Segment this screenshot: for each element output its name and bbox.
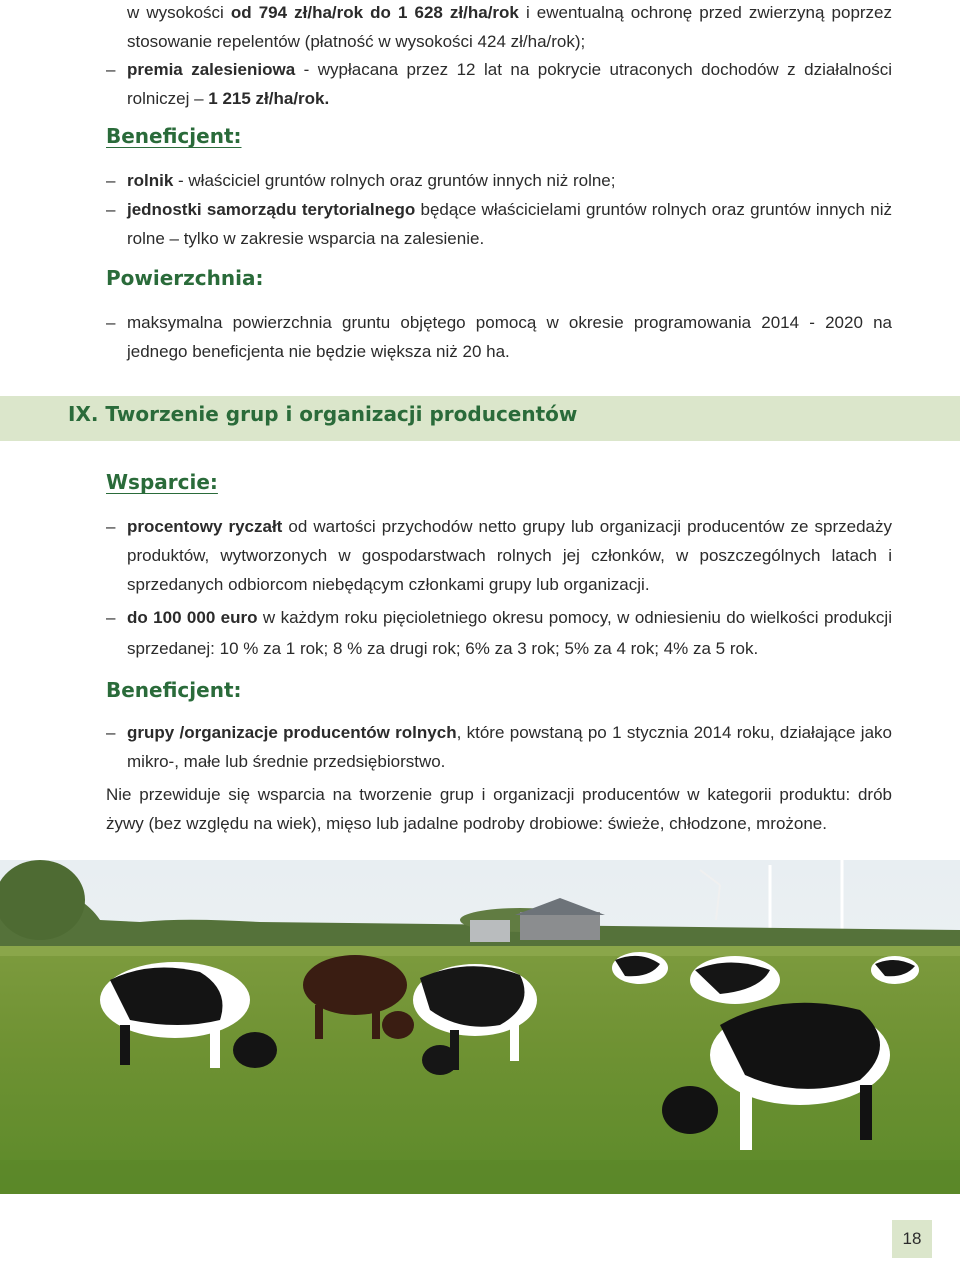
list-item xyxy=(106,195,892,253)
photo-illustration xyxy=(0,860,960,1194)
list-dash: – xyxy=(106,608,116,627)
list-item-text xyxy=(127,166,892,195)
list-item-desc: od wartości przychodów netto grupy lub organizacji producentów ze sprzedaży produktów, wytworzonych w gospodarstwach rolnych jej członków, w poszczególnych latach i sprzedanych odbiorcom niebędącym członkami grupy lub organizacji. xyxy=(127,517,892,594)
intro-bold: od 794 zł/ha/rok do 1 628 zł/ha/rok xyxy=(230,3,519,22)
list-item-desc: - właściciel gruntów rolnych oraz gruntów innych niż rolne; xyxy=(173,171,616,190)
list-item xyxy=(106,602,892,664)
list-item-desc: będące właścicielami gruntów rolnych oraz gruntów innych niż rolne – tylko w zakresie wsparcia na zalesienie. xyxy=(127,200,892,248)
list-item-bold: procentowy ryczałt xyxy=(127,517,283,536)
list-dash: – xyxy=(106,60,116,79)
list-dash: – xyxy=(106,313,116,332)
page-number-box xyxy=(892,1220,932,1258)
wsparcie-heading: Wsparcie: xyxy=(106,470,218,494)
beneficjent-heading-1: Beneficjent: xyxy=(106,124,242,148)
list-item-text xyxy=(127,512,892,599)
list-item-text xyxy=(127,195,892,253)
intro-pre: w wysokości xyxy=(127,3,231,22)
list-item xyxy=(106,718,892,776)
list-item xyxy=(106,308,892,366)
list-item xyxy=(106,512,892,599)
list-dash: – xyxy=(106,171,116,190)
premia-item xyxy=(106,55,892,113)
premia-amount: 1 215 zł/ha/rok. xyxy=(208,89,330,108)
intro-continuation xyxy=(106,0,892,56)
list-item xyxy=(106,166,892,195)
list-item-text xyxy=(127,718,892,776)
list-item-text xyxy=(127,602,892,664)
list-dash: – xyxy=(106,517,116,536)
intro-post: i ewentualną ochronę przed zwierzyną poprzez stosowanie repelentów (płatność w wysokości 424 zł/ha/rok); xyxy=(127,3,893,51)
beneficjent-heading-2: Beneficjent: xyxy=(106,678,242,702)
intro-text xyxy=(127,0,892,56)
premia-desc: - wypłacana przez 12 lat na pokrycie utraconych dochodów z działalności rolniczej – xyxy=(127,60,892,108)
section-title: IX. Tworzenie grup i organizacji producentów xyxy=(68,402,578,426)
powierzchnia-heading: Powierzchnia: xyxy=(106,266,264,290)
list-dash: – xyxy=(106,723,116,742)
list-item-bold: grupy /organizacje producentów rolnych xyxy=(127,723,457,742)
list-item-text: maksymalna powierzchnia gruntu objętego pomocą w okresie programowania 2014 - 2020 na jednego beneficjenta nie będzie większa niż 20 ha. xyxy=(127,313,892,361)
exclusion-note: Nie przewiduje się wsparcia na tworzenie grup i organizacji producentów w kategorii produktu: drób żywy (bez względu na wiek), mięso lub jadalne podroby drobiowe: świeże, chłodzone, mrożone. xyxy=(106,785,892,833)
page-number: 18 xyxy=(902,1229,922,1248)
cows-grazing-photo xyxy=(0,860,960,1194)
list-item-bold: jednostki samorządu terytorialnego xyxy=(127,200,416,219)
list-dash: – xyxy=(106,200,116,219)
list-item-desc: w każdym roku pięcioletniego okresu pomocy, w odniesieniu do wielkości produkcji sprzedanej: 10 % za 1 rok; 8 % za drugi rok; 6% za 3 rok; 5% za 4 rok; 4% za 5 rok. xyxy=(127,608,892,658)
list-item-bold: do 100 000 euro xyxy=(127,608,258,627)
premia-text xyxy=(127,55,892,113)
list-item-desc: , które powstaną po 1 stycznia 2014 roku, działające jako mikro-, małe lub średnie przedsiębiorstwo. xyxy=(127,723,892,771)
list-item-bold: rolnik xyxy=(127,171,174,190)
section-band xyxy=(0,396,960,441)
premia-bold: premia zalesieniowa xyxy=(127,60,296,79)
